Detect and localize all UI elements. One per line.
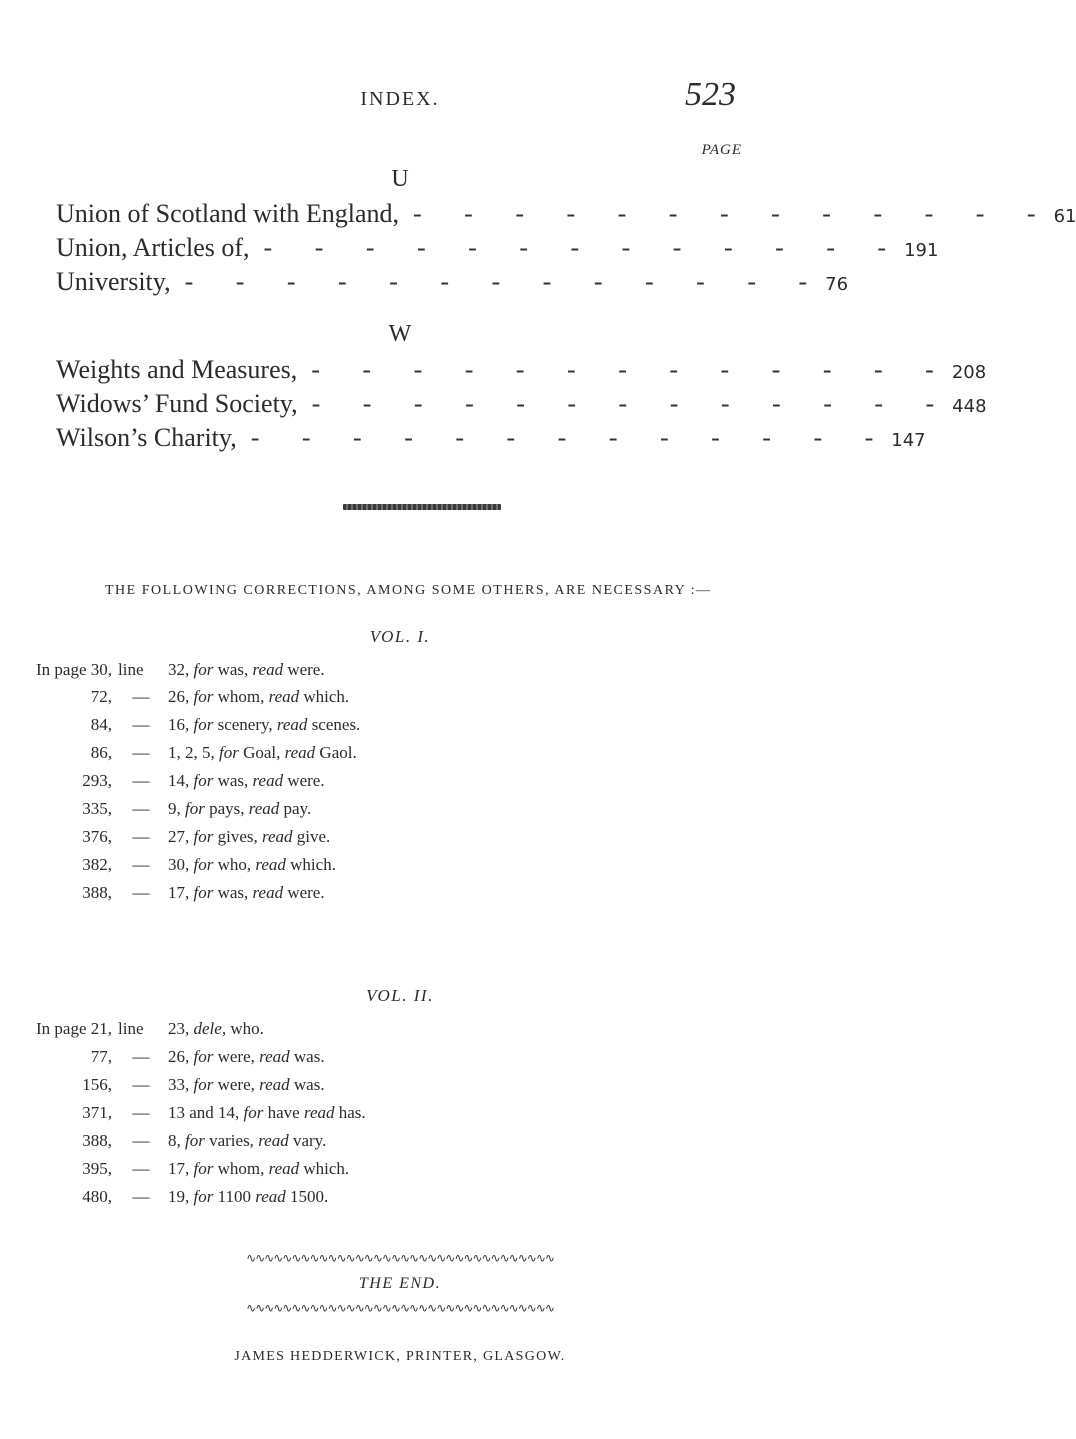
wrong-text: whom, [217,1159,265,1178]
printer-imprint: JAMES HEDDERWICK, PRINTER, GLASGOW. [234,1349,566,1364]
right-text: were. [287,660,325,679]
read-word: read [252,771,284,790]
correction-row [0,687,360,715]
corrections-heading: THE FOLLOWING CORRECTIONS, AMONG SOME OTHERS, ARE NECESSARY :— [105,583,712,598]
for-word: for [193,883,214,902]
wrong-text: varies, [209,1131,254,1150]
right-text: which. [303,1159,350,1178]
wrong-text: 1100 [217,1187,251,1206]
right-text: vary. [292,1131,327,1150]
wrong-text: was, [217,660,249,679]
wrong-text: whom, [217,687,265,706]
correction-page: 21, [90,1019,112,1038]
volume-heading-2: VOL. II. [366,986,434,1005]
read-word: read [259,1047,290,1066]
correction-lead: — [132,1131,150,1150]
correction-lead: — [132,855,150,874]
index-entry-name: Union, Articles of, [56,233,250,262]
correction-lead: — [132,1187,150,1206]
correction-lead: — [132,1075,150,1094]
correction-page: 84, [90,715,112,734]
correction-lead: — [132,1103,150,1122]
read-word: read [268,1159,300,1178]
leader-dashes: - - - - - - - - - - - - - [184,267,826,296]
index-entry [56,267,849,297]
index-entry [56,423,926,453]
correction-line: 17, [168,883,190,902]
leader-dashes: - - - - - - - - - - - - - [413,199,1054,228]
right-text: which. [303,687,350,706]
right-text: has. [338,1103,366,1122]
correction-lead: — [132,827,150,846]
correction-page: 72, [90,687,112,706]
wrong-text: was, [217,771,249,790]
correction-lead: line [118,1019,144,1038]
correction-row [0,1103,366,1131]
wrong-text: scenery, [217,715,273,734]
correction-lead: — [132,687,150,706]
index-entry [56,233,939,263]
wrong-text: pays, [209,799,245,818]
correction-line: 33, [168,1075,190,1094]
for-word: for [185,1131,205,1150]
wrong-text: were, [217,1047,255,1066]
read-word: read [276,715,308,734]
for-word: for [193,1047,214,1066]
correction-lead: — [132,1047,150,1066]
read-word: read [252,883,284,902]
read-word: read [303,1103,335,1122]
correction-line: 1, 2, 5, [168,743,215,762]
for-word: for [193,687,214,706]
read-word: read [259,1075,290,1094]
index-entry-page: 208 [951,362,987,383]
index-entry-page: 61 [1053,206,1076,227]
correction-row [0,1047,366,1075]
correction-lead: — [132,883,150,902]
correction-line: 23, [168,1019,190,1038]
correction-row [0,855,360,883]
correction-lead: — [132,799,150,818]
index-entry-page: 448 [952,396,987,417]
leader-dashes: - - - - - - - - - - - - - [250,423,892,452]
correction-page: 388, [82,1131,112,1150]
index-letter-u: U [391,166,409,192]
for-word: for [193,827,214,846]
for-word: for [193,855,214,874]
right-text: which. [290,855,336,874]
correction-line: 26, [168,687,190,706]
read-word: read [261,827,293,846]
correction-line: 8, [168,1131,181,1150]
correction-page: 293, [82,771,112,790]
correction-line: 19, [168,1187,190,1206]
for-word: for [193,660,214,679]
index-entry [56,199,1076,229]
index-entry-name: Union of Scotland with England, [56,199,400,228]
correction-line: 17, [168,1159,190,1178]
correction-row [0,1159,366,1187]
correction-lead: — [132,1159,150,1178]
read-word: read [252,660,284,679]
correction-lead: — [132,715,150,734]
correction-row [0,1075,366,1103]
index-entry-name: Weights and Measures, [56,355,298,384]
volume-heading-1: VOL. I. [369,627,431,646]
read-word: read [255,1187,286,1206]
for-word: for [243,1103,264,1122]
correction-lead: — [132,771,150,790]
correction-page: 156, [82,1075,112,1094]
wrong-text: who. [230,1019,264,1038]
index-entry-name: Widows’ Fund Society, [56,389,298,418]
wrong-text: gives, [217,827,258,846]
read-word: read [284,743,316,762]
right-text: scenes. [311,715,361,734]
correction-row [0,799,360,827]
ornament-rule-top: ∿∿∿∿∿∿∿∿∿∿∿∿∿∿∿∿∿∿∿∿∿∿∿∿∿∿∿∿∿∿∿∿∿∿ [246,1251,554,1265]
dele-word: dele, [193,1019,227,1038]
for-word: for [219,743,239,762]
correction-lead: line [118,660,144,679]
correction-page: 86, [90,743,112,762]
for-word: for [193,771,214,790]
index-entry-name: University, [56,267,171,296]
the-end: THE END. [358,1275,442,1292]
correction-row [0,771,360,799]
in-page-label: In page [35,1019,91,1038]
right-text: were. [287,771,325,790]
right-text: 1500. [290,1187,329,1206]
wrong-text: Goal, [243,743,281,762]
volume-1-corrections [0,660,360,911]
correction-page: 376, [82,827,112,846]
correction-line: 26, [168,1047,190,1066]
decorative-rule [343,504,501,510]
index-entry-page: 76 [825,274,849,295]
correction-line: 27, [168,827,190,846]
correction-row [0,660,360,687]
for-word: for [185,799,205,818]
read-word: read [255,855,286,874]
correction-line: 13 and 14, [168,1103,240,1122]
correction-lead: — [132,743,150,762]
correction-row [0,1187,366,1215]
index-letter-w: W [388,321,412,347]
index-entry-page: 147 [891,430,926,451]
correction-page: 388, [82,883,112,902]
correction-page: 395, [82,1159,112,1178]
wrong-text: have [267,1103,300,1122]
correction-row [0,883,360,911]
right-text: give. [296,827,331,846]
ornament-rule-bottom: ∿∿∿∿∿∿∿∿∿∿∿∿∿∿∿∿∿∿∿∿∿∿∿∿∿∿∿∿∿∿∿∿∿∿ [246,1301,554,1315]
read-word: read [258,1131,289,1150]
leader-dashes: - - - - - - - - - - - - - [311,389,953,418]
correction-line: 32, [168,660,190,679]
correction-line: 9, [168,799,181,818]
read-word: read [248,799,280,818]
for-word: for [193,1075,214,1094]
in-page-label: In page [35,660,91,679]
correction-page: 382, [82,855,112,874]
right-text: were. [287,883,325,902]
right-text: was. [293,1047,325,1066]
index-entry-name: Wilson’s Charity, [56,423,237,452]
wrong-text: who, [217,855,252,874]
correction-line: 16, [168,715,190,734]
wrong-text: were, [217,1075,255,1094]
leader-dashes: - - - - - - - - - - - - - [263,233,905,262]
right-text: was. [293,1075,325,1094]
correction-row [0,715,360,743]
correction-row [0,743,360,771]
leader-dashes: - - - - - - - - - - - - - [311,355,952,384]
right-text: pay. [283,799,312,818]
page-column-label: PAGE [701,142,742,158]
correction-row [0,827,360,855]
wrong-text: was, [217,883,249,902]
index-entry-page: 191 [904,240,939,261]
correction-line: 30, [168,855,190,874]
running-head-title: INDEX. [360,88,440,110]
correction-row [0,1019,366,1047]
for-word: for [193,715,214,734]
index-entry [56,389,987,419]
for-word: for [193,1159,214,1178]
correction-page: 480, [82,1187,112,1206]
right-text: Gaol. [319,743,357,762]
correction-page: 335, [82,799,112,818]
correction-row [0,1131,366,1159]
correction-page: 371, [82,1103,112,1122]
page-number: 523 [685,76,736,113]
correction-line: 14, [168,771,190,790]
read-word: read [268,687,300,706]
for-word: for [193,1187,214,1206]
correction-page: 30, [90,660,112,679]
correction-page: 77, [90,1047,112,1066]
volume-2-corrections [0,1019,366,1215]
index-entry [56,355,987,385]
